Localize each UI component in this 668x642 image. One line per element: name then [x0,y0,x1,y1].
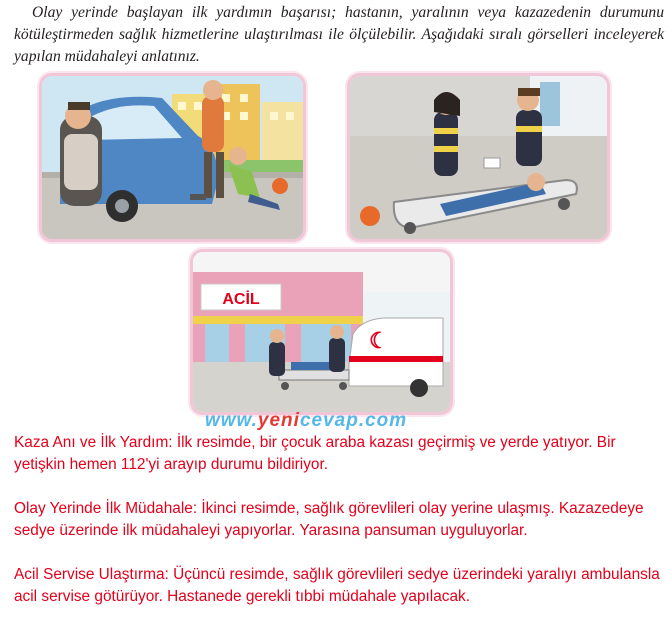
watermark-cevap: cevap [299,410,359,431]
answer-heading-2: Olay Yerinde İlk Müdahale: [14,500,198,517]
watermark-suffix: .com [358,410,408,431]
answer-text-1: İlk resimde, bir çocuk araba kazası geçirmiş ve yerde yatıyor. Bir yetişkin hemen 112'yi arayıp durumu bildiriyor. [14,434,616,473]
watermark [205,410,407,432]
ambulance-scene-image [193,252,450,412]
answer-text-3: Üçüncü resimde, sağlık görevlileri sedye üzerindeki yaralıyı ambulansla acil servise götürüyor. Hastanede gerekli tıbbi müdahale yapılacak. [14,566,660,605]
svg-text:☾: ☾ [369,328,389,353]
answer-heading-3: Acil Servise Ulaştırma: [14,566,169,583]
watermark-yeni: yeni [257,410,300,431]
answer-paragraph-1 [14,432,664,476]
answer-text-2: İkinci resimde, sağlık görevlileri olay yerine ulaşmış. Kazazedeye sedye üzerinde ilk müdahaleyi yapıyorlar. Yarasına pansuman uyguluyorlar. [14,500,644,539]
answer-paragraph-3 [14,564,664,608]
emergency-sign: ACİL [222,291,260,308]
accident-scene-image [42,76,303,239]
intro-paragraph: Olay yerinde başlayan ilk yardımın başarısı; hastanın, yaralının veya kazazedenin durumunu kötüleştirmeden sağlık hizmetlerine ulaştırılması ile ölçülebilir. Aşağıdaki sıralı görselleri inceleyerek yapılan müdahaleyi anlatınız. [14,4,664,65]
answer-section [14,432,664,630]
answer-heading-1: Kaza Anı ve İlk Yardım: [14,434,173,451]
watermark-prefix: www. [205,410,258,431]
first-aid-scene-image [350,76,607,239]
answer-paragraph-2 [14,498,664,542]
